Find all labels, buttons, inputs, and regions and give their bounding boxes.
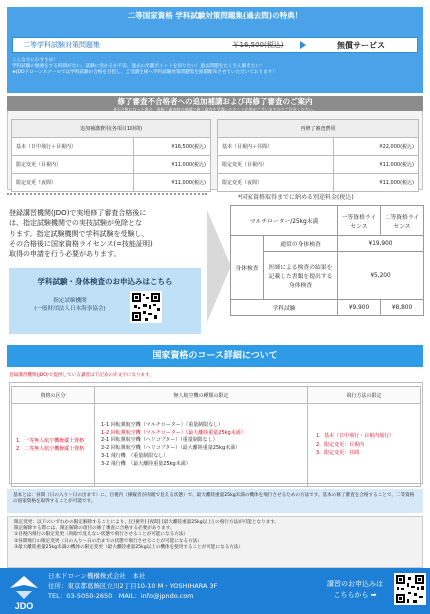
type-item: 3-2 飛行機 （最大離陸重量25kg未満） <box>101 460 191 467</box>
fee-exam-first: ¥9,900 <box>338 300 381 316</box>
arrow-right-icon <box>207 210 231 322</box>
fee-col-drone: マルチローター/25kg未満 <box>231 206 338 236</box>
extra-lecture-table <box>11 119 211 192</box>
exam-apply-org-line: 指定試験機関 <box>53 298 87 304</box>
re-exam-header: 再修了審査費用 <box>218 120 419 138</box>
type-item: 2-1 回転翼航空機（ヘリコプター）（重量制限なし） <box>101 437 218 444</box>
explanation-line: 登録講習機関(JDO)で実地修了審査合格後に <box>9 209 147 217</box>
offer-row <box>12 37 418 53</box>
extra-lecture-label: 基本（日中飛行＋目視内） <box>12 138 134 156</box>
course-apply-line: こちらから ➡ <box>333 590 377 599</box>
limit-note-line: 限定変更：以下のいずれかの限定解除することにより、[目視外] [夜間] [最大離陸重量25kg以上] の飛行方法が可能となります。 <box>14 520 280 525</box>
fee-exam-second: ¥8,800 <box>381 300 424 316</box>
method-item: 2．限定変更：目視内 <box>316 441 365 448</box>
method-item: 3．限定変更：昼間 <box>316 450 360 457</box>
course-h-qualification: 資格の区分 <box>12 387 95 404</box>
offer-result: 無償サービス <box>337 40 385 50</box>
re-exam-table <box>217 119 419 192</box>
re-exam-price: ¥11,000(税込) <box>333 156 418 174</box>
company-address: 住所：東京都葛飾区立川2丁目10-10 M・YOSHIHARA 3F <box>48 581 218 590</box>
exam-apply-org <box>20 297 120 314</box>
limit-note-box <box>7 516 423 568</box>
qr-code-icon[interactable] <box>130 291 162 323</box>
offer-name: 二等学科試験対策問題集 <box>23 41 100 49</box>
re-exam-label: 基本（目視内＋昼間） <box>218 138 334 156</box>
extra-lecture-label: 限定変更（目視内） <box>12 156 134 174</box>
fee-normal-check: 通常の身体検査 <box>264 236 338 252</box>
license-explanation <box>9 208 209 260</box>
failure-subtitle: ※不合格になった場合、再修了審査時の補講と修了審査を受講いただくと必要がございますのでご注意ください。 <box>113 107 317 112</box>
qualification-item: 2．二等無人航空機操縦士資格 <box>16 446 85 452</box>
fee-exam: 学科試験 <box>231 300 338 316</box>
offer-note-line: ★JDOドローンスクールでは学科試験の合格を目指し、ご受講生様へ学科試験対策問題集を無償配布させていただいております！ <box>12 70 277 76</box>
company-contact: TEL：03-5050-2650 MAIL：info@jpndo.com <box>48 591 194 600</box>
course-note: 登録講習機関(JDO)で提供している講習は下記表の赤文字になります。 <box>9 373 154 378</box>
course-methods <box>308 404 421 487</box>
fee-col-second: 二等資格ライセンス <box>381 206 424 236</box>
jdo-logo <box>6 573 42 611</box>
offer-note-line: 学科試験の勉強をする時間がない、試験に受かるか不安、過去の出題ポイントを知りたい！過去問題をたくさん解きたい！ <box>12 64 265 70</box>
basic-note-box <box>7 489 423 513</box>
course-h-method: 飛行方法の限定 <box>308 387 421 404</box>
exam-apply-org-line: (一般財団法人日本海事協会) <box>34 306 106 313</box>
course-title: 国家資格のコース詳細について <box>7 345 423 367</box>
re-exam-price: ¥11,000(税込) <box>333 174 418 192</box>
limit-note-line: ②昼間飛行の限定変更（日の入り～日の出までの状態で飛行させることが可能になる方法） <box>14 538 202 544</box>
type-item: 1-1 回転翼航空機（マルチローター）（重量制限なし） <box>101 421 224 428</box>
type-item: 2-2 回転翼航空機（ヘリコプター）（最大離陸重量25kg未満） <box>101 445 241 451</box>
type-item: 3-1 飛行機 （重量制限なし） <box>101 452 169 459</box>
type-item: 1-2 回転翼航空機（マルチローター）（最大離陸重量25kg未満） <box>101 429 246 436</box>
extra-lecture-price: ¥11,000(税込) <box>133 174 210 192</box>
fee-body-check: 身体検査 <box>231 236 264 300</box>
offer-note-line: こんな方におすすめ！ <box>12 58 58 63</box>
explanation-line: ります。指定試験機関で学科試験を受験し、 <box>9 229 149 238</box>
fee-normal-price: ¥19,900 <box>338 236 424 252</box>
limit-note-line: ①目視内飛行の限定変更（肉眼で見えない状態で飛行させることが可能になる方法） <box>14 532 189 538</box>
svg-text:JDO: JDO <box>14 601 34 611</box>
qualification-item: 1．一等無人航空機操縦士資格 <box>16 438 85 444</box>
extra-lecture-price: ¥11,000(税込) <box>133 156 210 174</box>
offer-note <box>12 58 418 77</box>
explanation-line: その合格後に国家資格ライセンス(=技能証明) <box>9 240 153 249</box>
dotted-divider <box>7 193 207 195</box>
extra-lecture-label: 限定変更（夜間） <box>12 174 134 192</box>
basic-note: 基本とは：昼間（日の入り～日の出まで）に、目視内（操縦者が肉眼で見える状態）で、最大離陸重量25kg未満の機体を飛行させるための方法です。基本の修了審査を合格することで、二等資格の国家資格を取得することが可能です。 <box>13 493 415 505</box>
limit-note-line: 限定解除する際には、限定解除の項目の修了審査に合格する必要があります。 <box>14 526 175 532</box>
extra-lecture-price: ¥16,500(税込) <box>133 138 210 156</box>
course-types <box>95 404 308 487</box>
arrow-right-icon <box>300 41 306 49</box>
course-qualifications <box>12 404 95 487</box>
fee-title: *国家資格取得までに納める別途料金(税込) <box>238 194 354 201</box>
limit-note-line: ③最大離陸重量25kg未満の機体の限定変更（最大離陸重量25kg以上の機体を使用することが可能になる方法） <box>14 544 244 550</box>
re-exam-price: ¥22,000(税込) <box>333 138 418 156</box>
fee-col-first: 一等資格ライセンス <box>338 206 381 236</box>
course-table <box>11 386 421 487</box>
company-name: 日本ドローン機構株式会社 本社 <box>48 572 146 580</box>
course-apply-line: 講習のお申込みは <box>327 580 383 588</box>
company-info <box>48 572 217 601</box>
fee-table <box>230 205 424 316</box>
re-exam-label: 限定変更（夜間） <box>218 174 334 192</box>
failure-title: 修了審査不合格者への追加補講および再修了審査のご案内 <box>7 96 423 111</box>
re-exam-label: 限定変更（目視内） <box>218 156 334 174</box>
extra-lecture-header: 追加補講費用(各項目1時間) <box>12 120 211 138</box>
fee-medical-check: 医師による検査の結果を記載した書類を提出する身体検査 <box>264 252 338 300</box>
exam-apply-title[interactable]: 学科試験・身体検査のお申込みはこちら <box>37 277 173 286</box>
course-h-type: 無人航空機の種類の限定 <box>95 387 308 404</box>
benefit-title: 二等国家資格 学科試験対策問題集(過去問)の特典！ <box>127 11 303 20</box>
method-item: 1．基本（日中飛行・目視内飛行） <box>316 433 395 440</box>
qr-code-icon[interactable] <box>394 573 426 605</box>
offer-price: ￥16,500(税込) <box>232 41 284 49</box>
explanation-line: 取得の申請を行う必要があります。 <box>9 250 121 259</box>
fee-medical-price: ¥5,200 <box>338 252 424 300</box>
course-apply-link[interactable] <box>320 579 390 600</box>
explanation-line: は、指定試験機関での実技試験が免除とな <box>9 219 142 228</box>
